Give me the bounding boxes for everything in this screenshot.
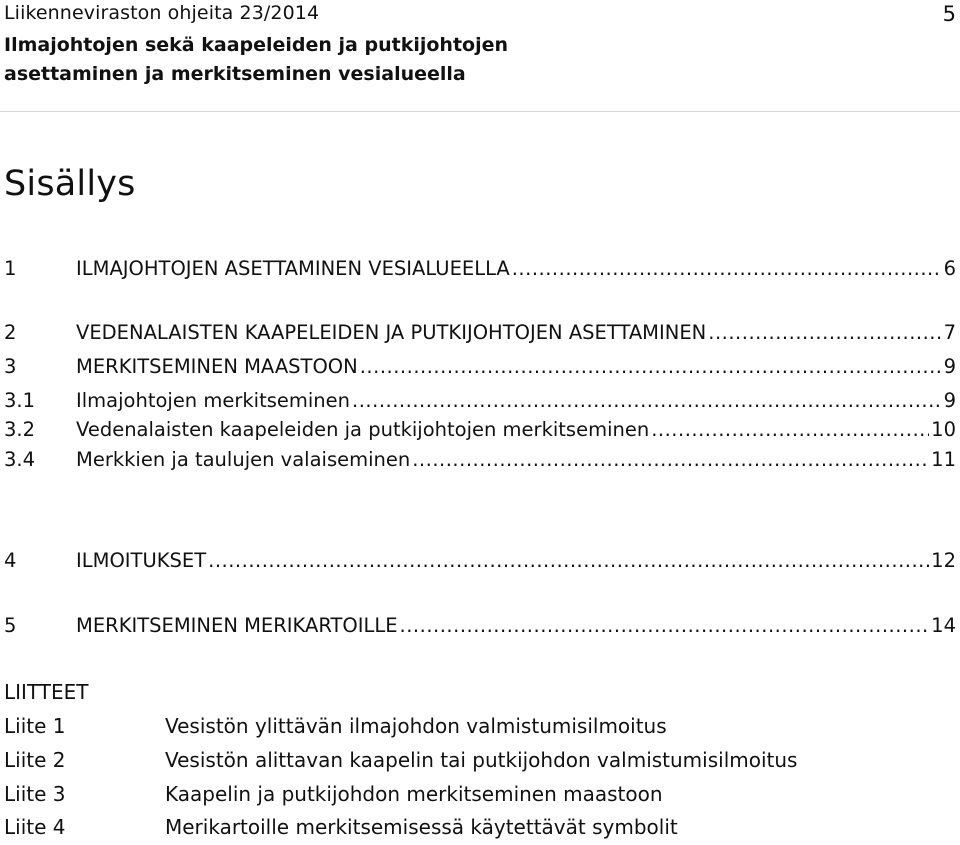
toc-dot-leader: [360, 355, 942, 378]
appendix-item: [4, 714, 956, 744]
toc-entry-number: 3.1: [4, 389, 36, 412]
toc-dot-leader: [708, 321, 941, 344]
toc-entry-number: 2: [4, 321, 17, 344]
appendix-label: Liite 3: [4, 782, 66, 806]
toc-entry[interactable]: [4, 549, 956, 575]
toc-entry-label: ILMOITUKSET: [76, 549, 207, 572]
toc-entry-label: Vedenalaisten kaapeleiden ja putkijohtojen merkitseminen: [76, 418, 650, 441]
document-title-line-2: asettaminen ja merkitseminen vesialueella: [4, 63, 466, 85]
toc-entry-page: 14: [931, 614, 956, 637]
toc-entry[interactable]: [4, 257, 956, 283]
toc-dot-leader: [512, 257, 942, 280]
appendix-label: Liite 1: [4, 714, 66, 738]
appendix-title: Vesistön alittavan kaapelin tai putkijohdon valmistumisilmoitus: [165, 748, 798, 772]
appendices-heading: LIITTEET: [4, 680, 89, 704]
toc-entry-number: 3.2: [4, 418, 36, 441]
toc-entry-number: 1: [4, 257, 17, 280]
appendix-title: Vesistön ylittävän ilmajohdon valmistumisilmoitus: [165, 714, 667, 738]
toc-entry-label: MERKITSEMINEN MAASTOON: [76, 355, 358, 378]
toc-entry-page: 11: [931, 448, 956, 471]
toc-dot-leader: [651, 418, 929, 441]
toc-entry[interactable]: [4, 614, 956, 640]
toc-dot-leader: [412, 448, 929, 471]
page-number: 5: [942, 2, 956, 26]
toc-entry-label: Ilmajohtojen merkitseminen: [76, 389, 351, 412]
toc-entry-number: 4: [4, 549, 17, 572]
toc-entry-label: ILMAJOHTOJEN ASETTAMINEN VESIALUEELLA: [76, 257, 510, 280]
appendix-title: Kaapelin ja putkijohdon merkitseminen maastoon: [165, 782, 663, 806]
header-divider: [0, 111, 960, 112]
appendix-title: Merikartoille merkitsemisessä käytettävät symbolit: [165, 815, 678, 839]
appendix-item: [4, 815, 956, 845]
appendix-label: Liite 4: [4, 815, 66, 839]
toc-entry[interactable]: [4, 321, 956, 347]
toc-entry-label: Merkkien ja taulujen valaiseminen: [76, 448, 411, 471]
toc-entry-page: 6: [943, 257, 956, 280]
toc-entry-number: 3.4: [4, 448, 36, 471]
toc-dot-leader: [400, 614, 930, 637]
toc-heading: Sisällys: [4, 164, 136, 204]
toc-entry-number: 5: [4, 614, 17, 637]
appendix-item: [4, 748, 956, 778]
toc-entry-label: MERKITSEMINEN MERIKARTOILLE: [76, 614, 398, 637]
appendix-label: Liite 2: [4, 748, 66, 772]
document-title-line-1: Ilmajohtojen sekä kaapeleiden ja putkijohtojen: [4, 34, 509, 56]
toc-entry-page: 10: [931, 418, 956, 441]
toc-entry-label: VEDENALAISTEN KAAPELEIDEN JA PUTKIJOHTOJEN ASETTAMINEN: [76, 321, 707, 344]
toc-dot-leader: [352, 389, 942, 412]
page-header: [4, 0, 956, 112]
toc-entry[interactable]: [4, 389, 956, 415]
toc-entry[interactable]: [4, 355, 956, 381]
toc-entry[interactable]: [4, 418, 956, 444]
appendix-item: [4, 782, 956, 812]
toc-entry[interactable]: [4, 448, 956, 474]
toc-entry-number: 3: [4, 355, 17, 378]
toc-entry-page: 9: [943, 355, 956, 378]
toc-entry-page: 12: [931, 549, 956, 572]
toc-entry-page: 9: [943, 389, 956, 412]
toc-dot-leader: [208, 549, 929, 572]
publication-series: Liikenneviraston ohjeita 23/2014: [4, 2, 320, 24]
toc-entry-page: 7: [943, 321, 956, 344]
